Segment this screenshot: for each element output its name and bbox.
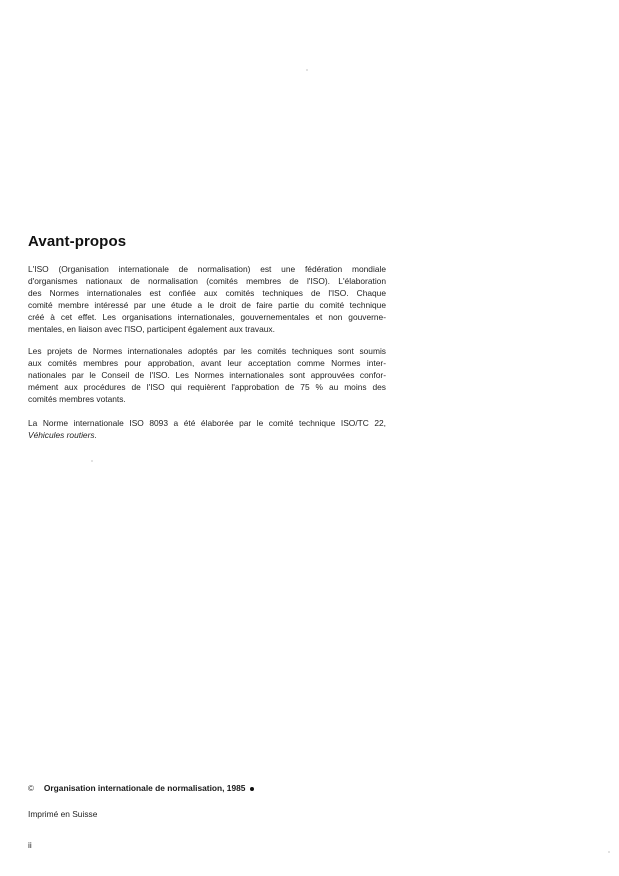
printed-location: Imprimé en Suisse <box>28 809 98 819</box>
text-line: d'organismes nationaux de normalisation (comités membres de l'ISO). L'élaboration <box>28 275 386 286</box>
text-line: nationales par le Conseil de l'ISO. Les Normes internationales sont approuvées confor- <box>28 369 386 380</box>
copyright-notice <box>28 783 254 793</box>
text-line: comités membres votants. <box>28 393 126 404</box>
paragraph-approval <box>28 346 386 406</box>
text-line: des Normes internationales est confiée aux comités techniques de l'ISO. Chaque <box>28 287 386 298</box>
scan-speck <box>306 69 308 71</box>
text-line: La Norme internationale ISO 8093 a été élaborée par le comité technique ISO/TC 22, <box>28 418 386 428</box>
copyright-text: Organisation internationale de normalisation, 1985 <box>43 783 246 793</box>
scan-speck <box>91 460 93 462</box>
committee-name: Véhicules routiers. <box>28 429 97 440</box>
scan-speck <box>608 851 610 853</box>
paragraph-standard-origin <box>28 418 386 442</box>
text-line: mément aux procédures de l'ISO qui requièrent l'approbation de 75 % au moins des <box>28 381 386 392</box>
page-title: Avant-propos <box>28 233 127 250</box>
copyright-icon: © <box>28 784 34 793</box>
text-line: comité membre intéressé par une étude a le droit de faire partie du comité technique <box>28 299 386 310</box>
bullet-icon <box>250 787 254 791</box>
page-number: ii <box>28 840 32 850</box>
text-line: créé à cet effet. Les organisations internationales, gouvernementales et non gouverne- <box>28 311 386 322</box>
paragraph-iso-intro <box>28 264 386 335</box>
text-line: Les projets de Normes internationales adoptés par les comités techniques sont soumis <box>28 346 386 356</box>
text-line: L'ISO (Organisation internationale de normalisation) est une fédération mondiale <box>28 264 386 274</box>
text-line: aux comités membres pour approbation, avant leur acceptation comme Normes inter- <box>28 357 386 368</box>
text-line: mentales, en liaison avec l'ISO, participent également aux travaux. <box>28 323 275 334</box>
